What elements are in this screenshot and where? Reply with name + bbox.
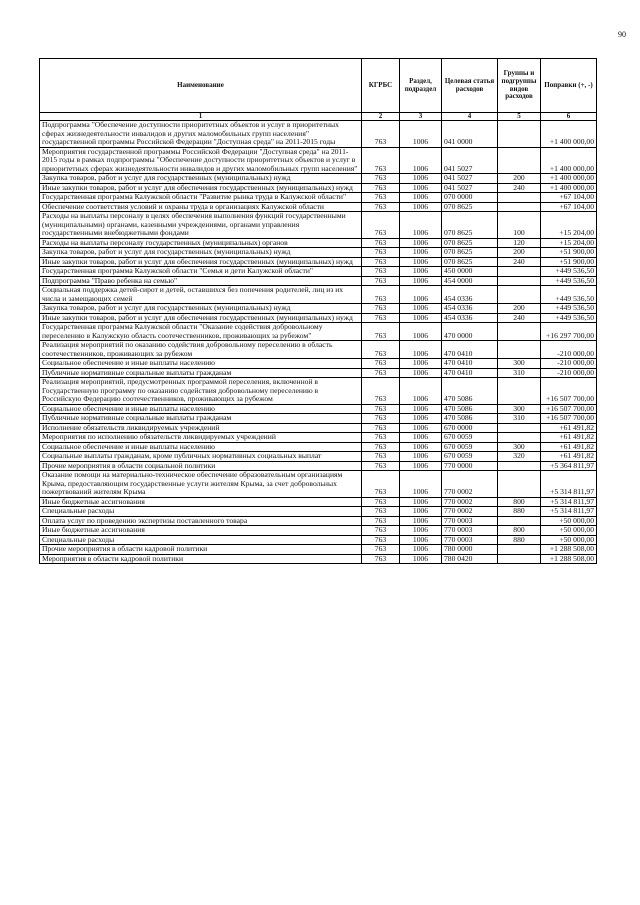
row-name: Реализация мероприятий, предусмотренных программой переселения, включенной в Государственную программу по оказанию содействия добровольному переселению в Российскую Федерацию соотечественников, проживающих за рубежом <box>40 378 362 405</box>
row-section: 1006 <box>400 323 442 341</box>
row-expense-group <box>498 341 541 359</box>
row-amount: +5 314 811,97 <box>541 507 597 517</box>
row-target-article: 770 0003 <box>442 516 498 526</box>
row-expense-group <box>498 471 541 498</box>
row-expense-group <box>498 323 541 341</box>
row-amount: +16 297 700,00 <box>541 323 597 341</box>
row-expense-group: 320 <box>498 452 541 462</box>
row-target-article: 070 0000 <box>442 193 498 203</box>
table-row <box>40 248 597 258</box>
row-expense-group: 240 <box>498 183 541 193</box>
row-amount: +449 536,50 <box>541 276 597 286</box>
row-kgrbs: 763 <box>362 174 400 184</box>
row-name: Социальное обеспечение и иные выплаты населению <box>40 359 362 369</box>
row-target-article: 454 0336 <box>442 286 498 304</box>
row-amount: +1 400 000,00 <box>541 121 597 148</box>
row-amount: +61 491,82 <box>541 433 597 443</box>
table-row <box>40 507 597 517</box>
row-section: 1006 <box>400 248 442 258</box>
row-kgrbs: 763 <box>362 257 400 267</box>
row-amount: +61 491,82 <box>541 442 597 452</box>
row-section: 1006 <box>400 471 442 498</box>
row-kgrbs: 763 <box>362 433 400 443</box>
row-target-article: 070 8625 <box>442 257 498 267</box>
row-kgrbs: 763 <box>362 423 400 433</box>
row-section: 1006 <box>400 341 442 359</box>
row-section: 1006 <box>400 267 442 277</box>
table-row <box>40 341 597 359</box>
row-section: 1006 <box>400 286 442 304</box>
row-kgrbs: 763 <box>362 526 400 536</box>
row-amount: +449 536,50 <box>541 313 597 323</box>
row-name: Закупка товаров, работ и услуг для государственных (муниципальных) нужд <box>40 304 362 314</box>
row-amount: +1 400 000,00 <box>541 147 597 174</box>
row-amount: +1 400 000,00 <box>541 183 597 193</box>
row-section: 1006 <box>400 304 442 314</box>
row-kgrbs: 763 <box>362 238 400 248</box>
row-amount: +449 536,50 <box>541 304 597 314</box>
row-target-article: 670 0000 <box>442 423 498 433</box>
row-kgrbs: 763 <box>362 461 400 471</box>
row-name: Подпрограмма "Право ребенка на семью" <box>40 276 362 286</box>
row-kgrbs: 763 <box>362 183 400 193</box>
table-row <box>40 193 597 203</box>
page-number: 90 <box>618 30 626 39</box>
row-expense-group: 800 <box>498 526 541 536</box>
row-target-article: 470 0410 <box>442 368 498 378</box>
row-amount: +449 536,50 <box>541 267 597 277</box>
row-name: Оплата услуг по проведению экспертизы поставленного товара <box>40 516 362 526</box>
row-expense-group: 880 <box>498 507 541 517</box>
row-target-article: 041 0000 <box>442 121 498 148</box>
row-section: 1006 <box>400 535 442 545</box>
row-amount: +51 900,00 <box>541 257 597 267</box>
row-section: 1006 <box>400 433 442 443</box>
row-name: Расходы на выплаты персоналу государственных (муниципальных) органов <box>40 238 362 248</box>
row-section: 1006 <box>400 414 442 424</box>
table-row <box>40 359 597 369</box>
row-expense-group <box>498 433 541 443</box>
row-name: Иные закупки товаров, работ и услуг для обеспечения государственных (муниципальных) нужд <box>40 313 362 323</box>
row-name: Государственная программа Калужской области "Оказание содействия добровольному переселению в Калужскую область соотечественников, проживающих за рубежом" <box>40 323 362 341</box>
row-amount: +67 104,00 <box>541 202 597 212</box>
row-amount: +1 400 000,00 <box>541 174 597 184</box>
row-kgrbs: 763 <box>362 304 400 314</box>
row-name: Мероприятия в области кадровой политики <box>40 554 362 564</box>
row-target-article: 470 5086 <box>442 404 498 414</box>
row-expense-group <box>498 147 541 174</box>
table-row <box>40 414 597 424</box>
row-kgrbs: 763 <box>362 341 400 359</box>
row-expense-group <box>498 286 541 304</box>
row-kgrbs: 763 <box>362 452 400 462</box>
row-kgrbs: 763 <box>362 147 400 174</box>
row-amount: +50 000,00 <box>541 526 597 536</box>
row-name: Расходы на выплаты персоналу в целях обеспечения выполнения функций государственными (муниципальными) органами, казенными учреждениями, органами управления государственными внебюджетными фондами <box>40 212 362 239</box>
row-amount: -210 000,00 <box>541 359 597 369</box>
table-row <box>40 212 597 239</box>
row-expense-group: 800 <box>498 497 541 507</box>
header-group: Группы и подгруппы видов расходов <box>498 59 541 113</box>
row-name: Иные закупки товаров, работ и услуг для обеспечения государственных (муниципальных) нужд <box>40 257 362 267</box>
row-expense-group <box>498 267 541 277</box>
row-expense-group: 240 <box>498 313 541 323</box>
row-amount: +61 491,82 <box>541 423 597 433</box>
row-target-article: 041 5027 <box>442 147 498 174</box>
row-target-article: 770 0000 <box>442 461 498 471</box>
row-section: 1006 <box>400 257 442 267</box>
row-expense-group: 310 <box>498 414 541 424</box>
row-name: Реализация мероприятий по оказанию содействия добровольному переселению в область соотечественников, проживающих за рубежом <box>40 341 362 359</box>
row-target-article: 780 0420 <box>442 554 498 564</box>
row-target-article: 780 0000 <box>442 545 498 555</box>
row-name: Социальное обеспечение и иные выплаты населению <box>40 404 362 414</box>
row-kgrbs: 763 <box>362 267 400 277</box>
row-expense-group <box>498 545 541 555</box>
table-row <box>40 471 597 498</box>
row-amount: +16 507 700,00 <box>541 404 597 414</box>
row-target-article: 470 0000 <box>442 323 498 341</box>
row-amount: +67 104,00 <box>541 193 597 203</box>
row-section: 1006 <box>400 545 442 555</box>
row-section: 1006 <box>400 554 442 564</box>
row-target-article: 070 8625 <box>442 212 498 239</box>
row-amount: +50 000,00 <box>541 516 597 526</box>
row-kgrbs: 763 <box>362 323 400 341</box>
table-row <box>40 452 597 462</box>
row-section: 1006 <box>400 461 442 471</box>
row-name: Государственная программа Калужской области "Развитие рынка труда в Калужской области" <box>40 193 362 203</box>
row-section: 1006 <box>400 147 442 174</box>
row-target-article: 670 0059 <box>442 452 498 462</box>
row-name: Иные закупки товаров, работ и услуг для обеспечения государственных (муниципальных) нужд <box>40 183 362 193</box>
row-kgrbs: 763 <box>362 507 400 517</box>
row-expense-group: 200 <box>498 304 541 314</box>
table-row <box>40 121 597 148</box>
column-number: 3 <box>400 113 442 121</box>
row-amount: -210 000,00 <box>541 368 597 378</box>
row-section: 1006 <box>400 378 442 405</box>
row-name: Публичные нормативные социальные выплаты гражданам <box>40 414 362 424</box>
row-amount: +15 204,00 <box>541 212 597 239</box>
table-row <box>40 174 597 184</box>
row-kgrbs: 763 <box>362 286 400 304</box>
row-expense-group <box>498 121 541 148</box>
row-name: Обеспечение соответствия условий и охраны труда в организациях Калужской области <box>40 202 362 212</box>
row-expense-group: 100 <box>498 212 541 239</box>
row-section: 1006 <box>400 359 442 369</box>
row-section: 1006 <box>400 174 442 184</box>
row-name: Социальное обеспечение и иные выплаты населению <box>40 442 362 452</box>
row-name: Государственная программа Калужской области "Семья и дети Калужской области" <box>40 267 362 277</box>
row-name: Мероприятия по исполнению обязательств ликвидируемых учреждений <box>40 433 362 443</box>
header-amount: Поправки (+, -) <box>541 59 597 113</box>
row-section: 1006 <box>400 202 442 212</box>
row-name: Исполнение обязательств ликвидируемых учреждений <box>40 423 362 433</box>
row-section: 1006 <box>400 238 442 248</box>
row-name: Оказание помощи на материально-техническое обеспечение образовательным организациям Крыма, предоставляющим государственные услуги жителям Крыма, за счет добровольных пожертвований жителям Крыма <box>40 471 362 498</box>
row-name: Закупка товаров, работ и услуг для государственных (муниципальных) нужд <box>40 248 362 258</box>
row-target-article: 470 5086 <box>442 414 498 424</box>
row-kgrbs: 763 <box>362 202 400 212</box>
row-amount: +449 536,50 <box>541 286 597 304</box>
row-target-article: 041 5027 <box>442 183 498 193</box>
row-section: 1006 <box>400 183 442 193</box>
row-amount: +16 507 700,00 <box>541 414 597 424</box>
row-target-article: 770 0002 <box>442 497 498 507</box>
row-target-article: 070 8625 <box>442 202 498 212</box>
row-amount: +15 204,00 <box>541 238 597 248</box>
row-kgrbs: 763 <box>362 212 400 239</box>
row-section: 1006 <box>400 313 442 323</box>
row-kgrbs: 763 <box>362 535 400 545</box>
row-kgrbs: 763 <box>362 545 400 555</box>
row-expense-group: 310 <box>498 368 541 378</box>
row-target-article: 470 0410 <box>442 341 498 359</box>
row-section: 1006 <box>400 193 442 203</box>
row-amount: -210 000,00 <box>541 341 597 359</box>
table-header-row <box>40 59 597 113</box>
row-name: Социальная поддержка детей-сирот и детей, оставшихся без попечения родителей, лиц из их числа и замещающих семей <box>40 286 362 304</box>
row-amount: +16 507 700,00 <box>541 378 597 405</box>
row-expense-group: 880 <box>498 535 541 545</box>
column-number: 6 <box>541 113 597 121</box>
row-expense-group: 300 <box>498 404 541 414</box>
row-expense-group: 200 <box>498 248 541 258</box>
row-target-article: 454 0336 <box>442 304 498 314</box>
row-kgrbs: 763 <box>362 359 400 369</box>
table-row <box>40 286 597 304</box>
row-target-article: 470 5086 <box>442 378 498 405</box>
table-row <box>40 323 597 341</box>
header-name: Наименование <box>40 59 362 113</box>
row-expense-group <box>498 378 541 405</box>
row-name: Специальные расходы <box>40 507 362 517</box>
row-name: Иные бюджетные ассигнования <box>40 497 362 507</box>
row-target-article: 470 0410 <box>442 359 498 369</box>
row-target-article: 041 5027 <box>442 174 498 184</box>
row-name: Социальные выплаты гражданам, кроме публичных нормативных социальных выплат <box>40 452 362 462</box>
row-expense-group: 240 <box>498 257 541 267</box>
column-number: 1 <box>40 113 362 121</box>
table-body <box>40 121 597 564</box>
row-expense-group <box>498 461 541 471</box>
row-name: Прочие мероприятия в области социальной политики <box>40 461 362 471</box>
row-kgrbs: 763 <box>362 378 400 405</box>
row-section: 1006 <box>400 404 442 414</box>
row-section: 1006 <box>400 212 442 239</box>
row-section: 1006 <box>400 442 442 452</box>
row-name: Подпрограмма "Обеспечение доступности приоритетных объектов и услуг в приоритетных сферах жизнедеятельности инвалидов и других маломобильных групп населения" государственной программы Российской Федерации "Доступная среда" на 2011-2015 годы <box>40 121 362 148</box>
header-target: Целевая статья расходов <box>442 59 498 113</box>
table-row <box>40 554 597 564</box>
row-kgrbs: 763 <box>362 471 400 498</box>
row-section: 1006 <box>400 276 442 286</box>
row-kgrbs: 763 <box>362 193 400 203</box>
row-name: Закупка товаров, работ и услуг для государственных (муниципальных) нужд <box>40 174 362 184</box>
row-kgrbs: 763 <box>362 404 400 414</box>
row-target-article: 454 0336 <box>442 313 498 323</box>
row-expense-group: 300 <box>498 442 541 452</box>
row-amount: +5 314 811,97 <box>541 497 597 507</box>
row-target-article: 070 8625 <box>442 238 498 248</box>
row-name: Специальные расходы <box>40 535 362 545</box>
row-section: 1006 <box>400 526 442 536</box>
row-kgrbs: 763 <box>362 414 400 424</box>
row-kgrbs: 763 <box>362 368 400 378</box>
row-target-article: 770 0002 <box>442 507 498 517</box>
row-target-article: 770 0002 <box>442 471 498 498</box>
row-name: Иные бюджетные ассигнования <box>40 526 362 536</box>
row-amount: +1 288 508,00 <box>541 554 597 564</box>
column-number: 5 <box>498 113 541 121</box>
row-kgrbs: 763 <box>362 516 400 526</box>
table-row <box>40 433 597 443</box>
header-kgrbs: КГРБС <box>362 59 400 113</box>
row-kgrbs: 763 <box>362 442 400 452</box>
row-kgrbs: 763 <box>362 121 400 148</box>
row-section: 1006 <box>400 507 442 517</box>
row-kgrbs: 763 <box>362 554 400 564</box>
row-section: 1006 <box>400 497 442 507</box>
row-name: Прочие мероприятия в области кадровой политики <box>40 545 362 555</box>
row-target-article: 670 0059 <box>442 433 498 443</box>
row-expense-group <box>498 193 541 203</box>
row-section: 1006 <box>400 368 442 378</box>
row-expense-group <box>498 554 541 564</box>
row-kgrbs: 763 <box>362 248 400 258</box>
column-number: 2 <box>362 113 400 121</box>
budget-amendments-table <box>39 58 597 564</box>
row-section: 1006 <box>400 516 442 526</box>
row-expense-group: 120 <box>498 238 541 248</box>
row-section: 1006 <box>400 423 442 433</box>
row-section: 1006 <box>400 121 442 148</box>
row-amount: +5 314 811,97 <box>541 471 597 498</box>
row-expense-group <box>498 202 541 212</box>
header-section: Раздел, подраздел <box>400 59 442 113</box>
row-expense-group: 200 <box>498 174 541 184</box>
row-name: Мероприятия государственной программы Российской Федерации "Доступная среда" на 2011-2015 годы в рамках подпрограммы "Обеспечение доступности приоритетных объектов и услуг в приоритетных сферах жизнедеятельности инвалидов и других маломобильных групп населения" <box>40 147 362 174</box>
row-target-article: 070 8625 <box>442 248 498 258</box>
table-row <box>40 304 597 314</box>
row-target-article: 450 0000 <box>442 267 498 277</box>
row-target-article: 770 0003 <box>442 535 498 545</box>
row-kgrbs: 763 <box>362 313 400 323</box>
row-target-article: 670 0059 <box>442 442 498 452</box>
row-target-article: 770 0003 <box>442 526 498 536</box>
row-expense-group <box>498 423 541 433</box>
row-amount: +51 900,00 <box>541 248 597 258</box>
row-amount: +1 288 508,00 <box>541 545 597 555</box>
row-amount: +61 491,82 <box>541 452 597 462</box>
row-kgrbs: 763 <box>362 276 400 286</box>
row-section: 1006 <box>400 452 442 462</box>
table-row <box>40 545 597 555</box>
row-kgrbs: 763 <box>362 497 400 507</box>
row-name: Публичные нормативные социальные выплаты гражданам <box>40 368 362 378</box>
column-number: 4 <box>442 113 498 121</box>
row-amount: +50 000,00 <box>541 535 597 545</box>
row-expense-group <box>498 276 541 286</box>
table-row <box>40 526 597 536</box>
row-expense-group: 300 <box>498 359 541 369</box>
table-row <box>40 267 597 277</box>
table-row <box>40 147 597 174</box>
row-target-article: 454 0000 <box>442 276 498 286</box>
table-row <box>40 378 597 405</box>
row-amount: +5 364 811,97 <box>541 461 597 471</box>
